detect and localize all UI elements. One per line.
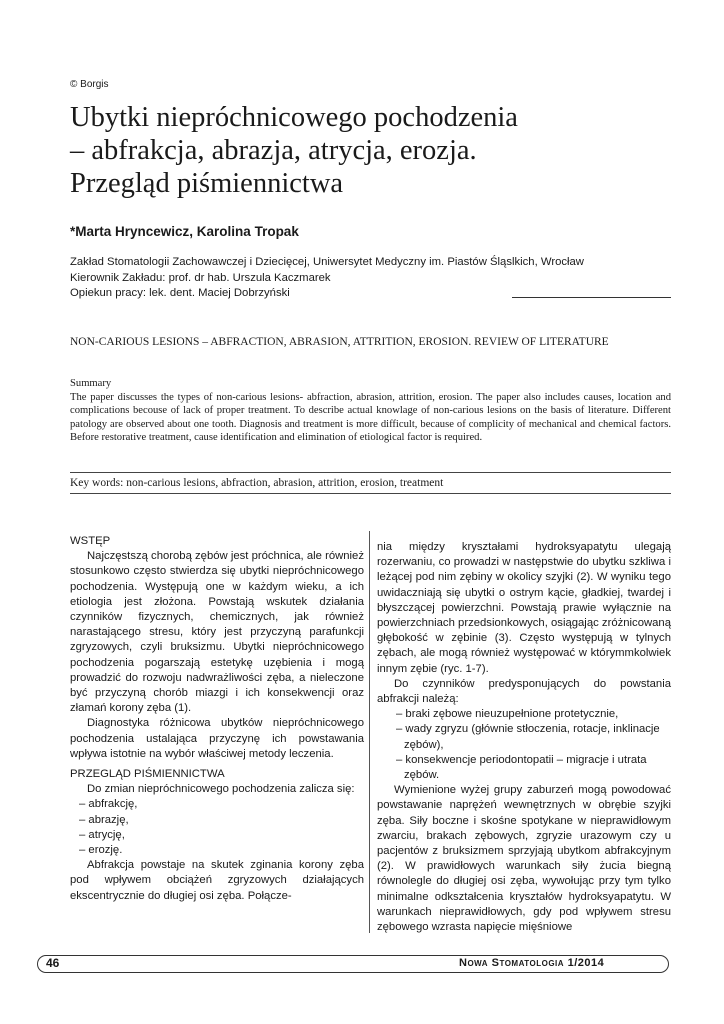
left-column	[70, 534, 364, 904]
affiliation-block	[70, 255, 584, 302]
affiliation-line: Kierownik Zakładu: prof. dr hab. Urszula Kaczmarek	[70, 271, 331, 284]
paragraph: Do zmian niepróchnicowego pochodzenia zalicza się:	[87, 783, 355, 796]
keywords-rule-top	[70, 472, 671, 473]
copyright-notice: © Borgis	[70, 79, 109, 90]
affiliation-line: Opiekun pracy: lek. dent. Maciej Dobrzyński	[70, 287, 290, 299]
list-item: – abrazję,	[79, 813, 129, 826]
list-item: – wady zgryzu (głównie stłoczenia, rotacje, inklinacje zębów),	[396, 723, 660, 751]
right-column	[377, 540, 671, 935]
article-title	[70, 101, 670, 200]
section-heading-intro: WSTĘP	[70, 535, 111, 547]
summary-heading: Summary	[70, 378, 112, 389]
title-line: Przegląd piśmiennictwa	[70, 168, 344, 199]
english-title: NON-CARIOUS LESIONS – ABFRACTION, ABRASION, ATTRITION, EROSION. REVIEW OF LITERATURE	[70, 336, 609, 348]
title-line: – abfrakcja, abrazja, atrycja, erozja.	[70, 135, 477, 166]
section-heading-review: PRZEGLĄD PIŚMIENNICTWA	[70, 768, 225, 781]
list-item: – abfrakcję,	[79, 798, 138, 811]
paragraph: Wymienione wyżej grupy zaburzeń mogą powodować powstawanie naprężeń wewnętrznych w obrębie szyjki zęba. Siły boczne i skośne spotykane w nieprawidłowym zwarciu, brakach zębowych, zgryzie urazowym czy u pacjentów z bruksizmem sprzyjają ubytkom abfrakcyjnym (2). W prawidłowych warunkach siły żucia biegną równolegle do długiej osi zęba, wywołując przy tym tylko minimalne odkształcenia kryształów hydroksyapatytu. W warunkach nieprawidłowych, gdy pod wpływem stresu zębowego wzrasta napięcie mięśniowe	[377, 784, 671, 934]
paragraph: nia między kryształami hydroksyapatytu ulegają rozerwaniu, co prowadzi w następstwie do ubytku szkliwa i leżącej pod nim zębiny w okolicy szyjki (2). W wyniku tego uwidaczniają się ubytki o ostrym kącie, gładkiej, twardej i błyszczącej powierzchni. Powstają prawie wyłącznie na powierzchniach przedsionkowych, osiągając zróżnicowaną głębokość w zębinie (3). Często występują w tylnych zębach, ale mogą również występować w którymmkolwiek innym zębie (ryc. 1-7).	[377, 541, 671, 675]
summary-text: The paper discusses the types of non-carious lesions- abfraction, abrasion, attrition, erosion. The paper also includes causes, location and complications becouse of lack of proper treatment. To describe actual knowlage of non-carious lesions on the basis of literature. Different patology are observed about one tooth. Diagnosis and treatment is more difficult, because of complicity of mechanical and chemical factors. Before restorative treatment, cause identification and elimination of etiological factor is required.	[70, 391, 671, 443]
paragraph: Najczęstszą chorobą zębów jest próchnica, ale również stosunkowo często stwierdza się ubytki niepróchnicowego pochodzenia. Występują one w każdym wieku, a ich etiologia jest złożona. Powstają wskutek działania czynników fizycznych, chemicznych, jak również narastającego stresu, który jest przyczyną parafunkcji zgryzowych, czyli bruksizmu. Ubytki niepróchnicowego pochodzenia pogarszają estetykę uzębienia i mogą prowadzić do rozwoju nadwrażliwości zęba, a nieleczone być przyczyną chorób miazgi i ich konsekwencji oraz złamań korony zęba (1).	[70, 550, 364, 715]
affiliation-line: Zakład Stomatologii Zachowawczej i Dziecięcej, Uniwersytet Medyczny im. Piastów Śląslkich, Wrocław	[70, 256, 584, 268]
paragraph: Diagnostyka różnicowa ubytków niepróchnicowego pochodzenia ustalająca przyczynę ich powstawania wpływa istotnie na wybór właściwej metody leczenia.	[70, 717, 364, 760]
keywords-rule-bottom	[70, 493, 671, 494]
list-item: – braki zębowe nieuzupełnione protetycznie,	[396, 708, 619, 721]
list-item: – atrycję,	[79, 828, 125, 841]
list-item: – erozję.	[79, 844, 123, 857]
page-number: 46	[46, 956, 60, 970]
paragraph: Abfrakcja powstaje na skutek zginania korony zęba pod wpływem obciążeń zgryzowych działających ekscentrycznie do długiej osi zęba. Połącze-	[70, 859, 364, 902]
authors: *Marta Hryncewicz, Karolina Tropak	[70, 224, 299, 239]
keywords: Key words: non-carious lesions, abfraction, abrasion, attrition, erosion, treatment	[70, 477, 444, 489]
column-divider	[369, 531, 370, 933]
journal-name: Nowa Stomatologia 1/2014	[456, 957, 607, 969]
list-item: – konsekwencje periodontopatii – migracje i utrata zębów.	[396, 753, 647, 782]
title-line: Ubytki niepróchnicowego pochodzenia	[70, 102, 518, 133]
summary-section	[70, 377, 671, 445]
affiliation-rule	[512, 297, 671, 298]
paragraph: Do czynników predysponujących do powstania abfrakcji należą:	[377, 677, 671, 706]
